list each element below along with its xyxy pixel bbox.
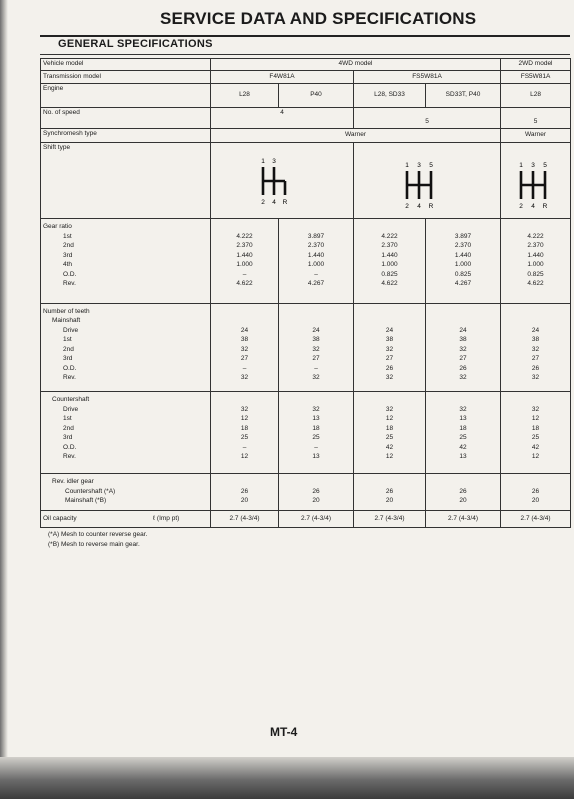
teeth-value: 12 bbox=[385, 415, 394, 423]
shift-label-2: 2 bbox=[405, 203, 409, 211]
gear-ratio-value: 1.000 bbox=[307, 261, 325, 269]
mainshaft-row-label: 2nd bbox=[63, 345, 74, 353]
teeth-value: 32 bbox=[531, 374, 540, 382]
idler-row-label: Mainshaft (*B) bbox=[65, 497, 107, 505]
speeds-label: No. of speed bbox=[41, 108, 211, 129]
teeth-value: 25 bbox=[385, 434, 394, 442]
gear-ratio-value: 4.222 bbox=[527, 232, 544, 240]
shift-pattern-4speed-icon bbox=[257, 155, 297, 207]
countershaft-col-f4w81a-p40 bbox=[279, 392, 354, 474]
teeth-value: 32 bbox=[385, 345, 394, 353]
gear-ratio-value: 1.000 bbox=[236, 261, 253, 269]
footnote-a: (*A) Mesh to counter reverse gear. bbox=[48, 531, 148, 538]
teeth-value: – bbox=[314, 443, 318, 451]
shift-type-row bbox=[41, 143, 571, 219]
oil-value: 2.7 (4-3/4) bbox=[211, 511, 279, 528]
teeth-value: 27 bbox=[240, 355, 249, 363]
gear-ratio-row-label: O.D. bbox=[63, 270, 77, 278]
mainshaft-labels bbox=[41, 303, 211, 391]
general-specifications-table bbox=[40, 58, 571, 528]
countershaft-row-label: Drive bbox=[63, 405, 79, 413]
speeds-5: 5 bbox=[354, 108, 501, 129]
vehicle-4wd: 4WD model bbox=[211, 59, 501, 71]
gear-ratio-col-2wd bbox=[501, 219, 571, 303]
mainshaft-col-fs5w81a-sd33t bbox=[426, 303, 501, 391]
teeth-value: 25 bbox=[531, 434, 540, 442]
countershaft-col-fs5w81a-l28 bbox=[354, 392, 426, 474]
title-rule bbox=[40, 35, 570, 37]
engine-b: P40 bbox=[279, 83, 354, 108]
gear-ratio-value: 2.370 bbox=[454, 242, 472, 250]
teeth-value: 24 bbox=[459, 326, 467, 334]
gear-ratio-col-f4w81a-l28 bbox=[211, 219, 279, 303]
shift-label-2: 2 bbox=[519, 203, 523, 211]
teeth-value: 32 bbox=[312, 374, 320, 382]
teeth-value: 25 bbox=[240, 434, 249, 442]
teeth-value: 32 bbox=[531, 345, 540, 353]
teeth-value: 20 bbox=[385, 497, 394, 505]
synchro-4wd: Warner bbox=[211, 128, 501, 142]
mainshaft-col-f4w81a-l28 bbox=[211, 303, 279, 391]
oil-capacity-row bbox=[41, 511, 571, 528]
gear-ratio-value: 1.000 bbox=[381, 261, 398, 269]
engine-row bbox=[41, 83, 571, 108]
oil-value: 2.7 (4-3/4) bbox=[501, 511, 571, 528]
number-of-teeth-label: Number of teeth bbox=[43, 307, 90, 315]
teeth-value: 20 bbox=[312, 497, 320, 505]
teeth-value: – bbox=[242, 443, 247, 451]
teeth-value: 13 bbox=[459, 453, 467, 461]
engine-c: L28, SD33 bbox=[354, 83, 426, 108]
mainshaft-col-2wd bbox=[501, 303, 571, 391]
gear-ratio-value: 2.370 bbox=[236, 242, 253, 250]
teeth-value: 24 bbox=[385, 326, 394, 334]
shift-label-5: 5 bbox=[543, 162, 547, 170]
teeth-value: 12 bbox=[240, 453, 249, 461]
teeth-value: 32 bbox=[385, 374, 394, 382]
mainshaft-row-label: O.D. bbox=[63, 364, 77, 372]
shift-label-3: 3 bbox=[417, 162, 421, 170]
gear-ratio-value: 2.370 bbox=[381, 242, 398, 250]
gear-ratio-value: 0.825 bbox=[527, 270, 544, 278]
idler-gear-labels bbox=[41, 474, 211, 511]
teeth-value: 24 bbox=[240, 326, 249, 334]
countershaft-row-label: 2nd bbox=[63, 424, 74, 432]
transmission-label: Transmission model bbox=[41, 71, 211, 83]
countershaft-row-label: 3rd bbox=[63, 434, 73, 442]
gear-ratio-row-label: 4th bbox=[63, 261, 73, 269]
shift-label-3: 3 bbox=[272, 158, 276, 166]
idler-col-2wd bbox=[501, 474, 571, 511]
teeth-value: 26 bbox=[312, 487, 320, 495]
synchro-2wd: Warner bbox=[501, 128, 571, 142]
shift-type-label: Shift type bbox=[41, 143, 211, 219]
mainshaft-col-fs5w81a-l28 bbox=[354, 303, 426, 391]
teeth-value: – bbox=[314, 364, 318, 372]
speeds-row bbox=[41, 108, 571, 129]
idler-gear-row bbox=[41, 474, 571, 511]
shift-label-r: R bbox=[282, 199, 288, 207]
idler-col-fs5w81a-sd33t bbox=[426, 474, 501, 511]
teeth-value: 26 bbox=[385, 364, 394, 372]
shift-pattern-5speed-2wd bbox=[501, 143, 571, 219]
teeth-value: 32 bbox=[385, 405, 394, 413]
gear-ratio-row-label: 3rd bbox=[63, 251, 73, 259]
footnote-b: (*B) Mesh to reverse main gear. bbox=[48, 541, 140, 548]
oil-value: 2.7 (4-3/4) bbox=[426, 511, 501, 528]
teeth-value: 13 bbox=[312, 415, 320, 423]
engine-a: L28 bbox=[211, 83, 279, 108]
gear-ratio-value: 0.825 bbox=[381, 270, 398, 278]
teeth-value: 20 bbox=[531, 497, 540, 505]
teeth-value: 26 bbox=[531, 487, 540, 495]
gear-ratio-col-fs5w81a-sd33t bbox=[426, 219, 501, 303]
shift-label-4: 4 bbox=[531, 203, 535, 211]
teeth-value: 24 bbox=[312, 326, 320, 334]
teeth-value: 32 bbox=[459, 345, 467, 353]
synchro-label: Synchromesh type bbox=[41, 128, 211, 142]
teeth-value: 12 bbox=[531, 415, 540, 423]
teeth-value: 27 bbox=[385, 355, 394, 363]
gear-ratio-col-f4w81a-p40 bbox=[279, 219, 354, 303]
shift-label-1: 1 bbox=[261, 158, 265, 166]
section-rule bbox=[40, 54, 570, 55]
gear-ratio-col-fs5w81a-l28 bbox=[354, 219, 426, 303]
gear-ratio-value: 1.000 bbox=[454, 261, 472, 269]
idler-row-label: Countershaft (*A) bbox=[65, 487, 116, 495]
gear-ratio-value: 4.222 bbox=[236, 232, 253, 240]
gear-ratio-value: 4.622 bbox=[236, 280, 253, 288]
gear-ratio-value: 1.440 bbox=[307, 251, 325, 259]
oil-capacity-label: Oil capacity bbox=[43, 514, 77, 522]
teeth-value: 20 bbox=[240, 497, 249, 505]
gear-ratio-value: 1.440 bbox=[381, 251, 398, 259]
gear-ratio-value: 1.000 bbox=[527, 261, 544, 269]
vehicle-model-label: Vehicle model bbox=[41, 59, 211, 71]
countershaft-labels bbox=[41, 392, 211, 474]
speeds-4: 4 bbox=[211, 108, 354, 129]
teeth-value: 24 bbox=[531, 326, 540, 334]
teeth-value: 26 bbox=[240, 487, 249, 495]
shift-pattern-5speed-2wd-icon bbox=[513, 159, 557, 211]
shift-label-5: 5 bbox=[429, 162, 433, 170]
teeth-value: 26 bbox=[531, 364, 540, 372]
mainshaft-col-f4w81a-p40 bbox=[279, 303, 354, 391]
shift-label-2: 2 bbox=[261, 199, 265, 207]
engine-e: L28 bbox=[501, 83, 571, 108]
teeth-value: 32 bbox=[240, 345, 249, 353]
teeth-value: 32 bbox=[459, 405, 467, 413]
trans-f4w81a: F4W81A bbox=[211, 71, 354, 83]
shift-label-r: R bbox=[428, 203, 434, 211]
teeth-value: 12 bbox=[385, 453, 394, 461]
countershaft-row-label: O.D. bbox=[63, 443, 77, 451]
mainshaft-row-label: 1st bbox=[63, 336, 72, 344]
gear-ratio-value: – bbox=[242, 270, 247, 278]
teeth-value: 18 bbox=[240, 424, 249, 432]
gear-ratio-value: 4.622 bbox=[381, 280, 398, 288]
mainshaft-label: Mainshaft bbox=[52, 317, 81, 325]
idler-col-f4w81a-l28 bbox=[211, 474, 279, 511]
gear-ratio-value: 2.370 bbox=[527, 242, 544, 250]
shift-pattern-4speed bbox=[211, 143, 354, 219]
gear-ratio-value: 4.222 bbox=[381, 232, 398, 240]
teeth-value: 32 bbox=[459, 374, 467, 382]
shift-label-4: 4 bbox=[272, 199, 276, 207]
teeth-value: 13 bbox=[312, 453, 320, 461]
oil-value: 2.7 (4-3/4) bbox=[279, 511, 354, 528]
teeth-value: 18 bbox=[312, 424, 320, 432]
countershaft-row-label: Rev. bbox=[63, 453, 76, 461]
idler-gear-label: Rev. idler gear bbox=[52, 478, 94, 486]
teeth-value: 38 bbox=[531, 336, 540, 344]
speeds-5-2wd: 5 bbox=[501, 108, 571, 129]
gear-ratio-row-label: Rev. bbox=[63, 280, 76, 288]
teeth-value: 42 bbox=[531, 443, 540, 451]
countershaft-teeth-row bbox=[41, 392, 571, 474]
oil-value: 2.7 (4-3/4) bbox=[354, 511, 426, 528]
teeth-value: 42 bbox=[459, 443, 467, 451]
gear-ratio-row-label: 1st bbox=[63, 232, 72, 240]
gear-ratio-value: – bbox=[314, 270, 318, 278]
teeth-value: 26 bbox=[459, 487, 467, 495]
shift-label-r: R bbox=[542, 203, 548, 211]
teeth-value: 27 bbox=[459, 355, 467, 363]
teeth-value: 26 bbox=[385, 487, 394, 495]
section-title: GENERAL SPECIFICATIONS bbox=[58, 38, 213, 50]
countershaft-col-fs5w81a-sd33t bbox=[426, 392, 501, 474]
teeth-value: 27 bbox=[312, 355, 320, 363]
teeth-value: 18 bbox=[459, 424, 467, 432]
teeth-value: 25 bbox=[312, 434, 320, 442]
teeth-value: 42 bbox=[385, 443, 394, 451]
gear-ratio-value: 4.267 bbox=[307, 280, 325, 288]
countershaft-label: Countershaft bbox=[52, 396, 90, 404]
oil-capacity-unit: ℓ (Imp pt) bbox=[153, 514, 180, 522]
gear-ratio-row bbox=[41, 219, 571, 303]
mainshaft-row-label: Drive bbox=[63, 326, 79, 334]
gear-ratio-value: 4.267 bbox=[454, 280, 472, 288]
teeth-value: 12 bbox=[240, 415, 249, 423]
gear-ratio-value: 1.440 bbox=[454, 251, 472, 259]
teeth-value: 38 bbox=[312, 336, 320, 344]
gear-ratio-labels bbox=[41, 219, 211, 303]
countershaft-row-label: 1st bbox=[63, 415, 72, 423]
mainshaft-row-label: Rev. bbox=[63, 374, 76, 382]
mainshaft-teeth-row bbox=[41, 303, 571, 391]
page-title: SERVICE DATA AND SPECIFICATIONS bbox=[160, 9, 477, 28]
teeth-value: 38 bbox=[240, 336, 249, 344]
oil-capacity-label-cell bbox=[41, 511, 211, 528]
teeth-value: 25 bbox=[459, 434, 467, 442]
page-edge-shadow bbox=[0, 0, 8, 799]
synchro-row bbox=[41, 128, 571, 142]
shift-pattern-5speed-4wd bbox=[354, 143, 501, 219]
teeth-value: 27 bbox=[531, 355, 540, 363]
gear-ratio-row-label: 2nd bbox=[63, 242, 74, 250]
teeth-value: 32 bbox=[240, 374, 249, 382]
page-number: MT-4 bbox=[270, 725, 298, 739]
trans-fs5w81a-2wd: FS5W81A bbox=[501, 71, 571, 83]
engine-label: Engine bbox=[41, 83, 211, 108]
teeth-value: 18 bbox=[531, 424, 540, 432]
vehicle-2wd: 2WD model bbox=[501, 59, 571, 71]
shift-label-4: 4 bbox=[417, 203, 421, 211]
shift-label-1: 1 bbox=[519, 162, 523, 170]
footnotes bbox=[48, 530, 147, 550]
teeth-value: 12 bbox=[531, 453, 540, 461]
transmission-row bbox=[41, 71, 571, 83]
teeth-value: 38 bbox=[459, 336, 467, 344]
gear-ratio-value: 1.440 bbox=[527, 251, 544, 259]
gear-ratio-label: Gear ratio bbox=[43, 223, 72, 231]
teeth-value: 32 bbox=[531, 405, 540, 413]
idler-col-f4w81a-p40 bbox=[279, 474, 354, 511]
shift-pattern-5speed-4wd-icon bbox=[399, 159, 443, 211]
shift-label-3: 3 bbox=[531, 162, 535, 170]
gear-ratio-value: 2.370 bbox=[307, 242, 325, 250]
gear-ratio-value: 3.897 bbox=[307, 232, 325, 240]
trans-fs5w81a-4wd: FS5W81A bbox=[354, 71, 501, 83]
engine-d: SD33T, P40 bbox=[426, 83, 501, 108]
countershaft-col-f4w81a-l28 bbox=[211, 392, 279, 474]
teeth-value: 13 bbox=[459, 415, 467, 423]
teeth-value: – bbox=[242, 364, 247, 372]
teeth-value: 32 bbox=[312, 345, 320, 353]
vehicle-model-row bbox=[41, 59, 571, 71]
teeth-value: 32 bbox=[312, 405, 320, 413]
gear-ratio-value: 1.440 bbox=[236, 251, 253, 259]
shift-label-1: 1 bbox=[405, 162, 409, 170]
teeth-value: 18 bbox=[385, 424, 394, 432]
teeth-value: 20 bbox=[459, 497, 467, 505]
countershaft-col-2wd bbox=[501, 392, 571, 474]
teeth-value: 26 bbox=[459, 364, 467, 372]
gear-ratio-value: 0.825 bbox=[454, 270, 472, 278]
gear-ratio-value: 3.897 bbox=[454, 232, 472, 240]
teeth-value: 38 bbox=[385, 336, 394, 344]
mainshaft-row-label: 3rd bbox=[63, 355, 73, 363]
teeth-value: 32 bbox=[240, 405, 249, 413]
idler-col-fs5w81a-l28 bbox=[354, 474, 426, 511]
scan-bottom-shadow bbox=[0, 757, 574, 799]
gear-ratio-value: 4.622 bbox=[527, 280, 544, 288]
